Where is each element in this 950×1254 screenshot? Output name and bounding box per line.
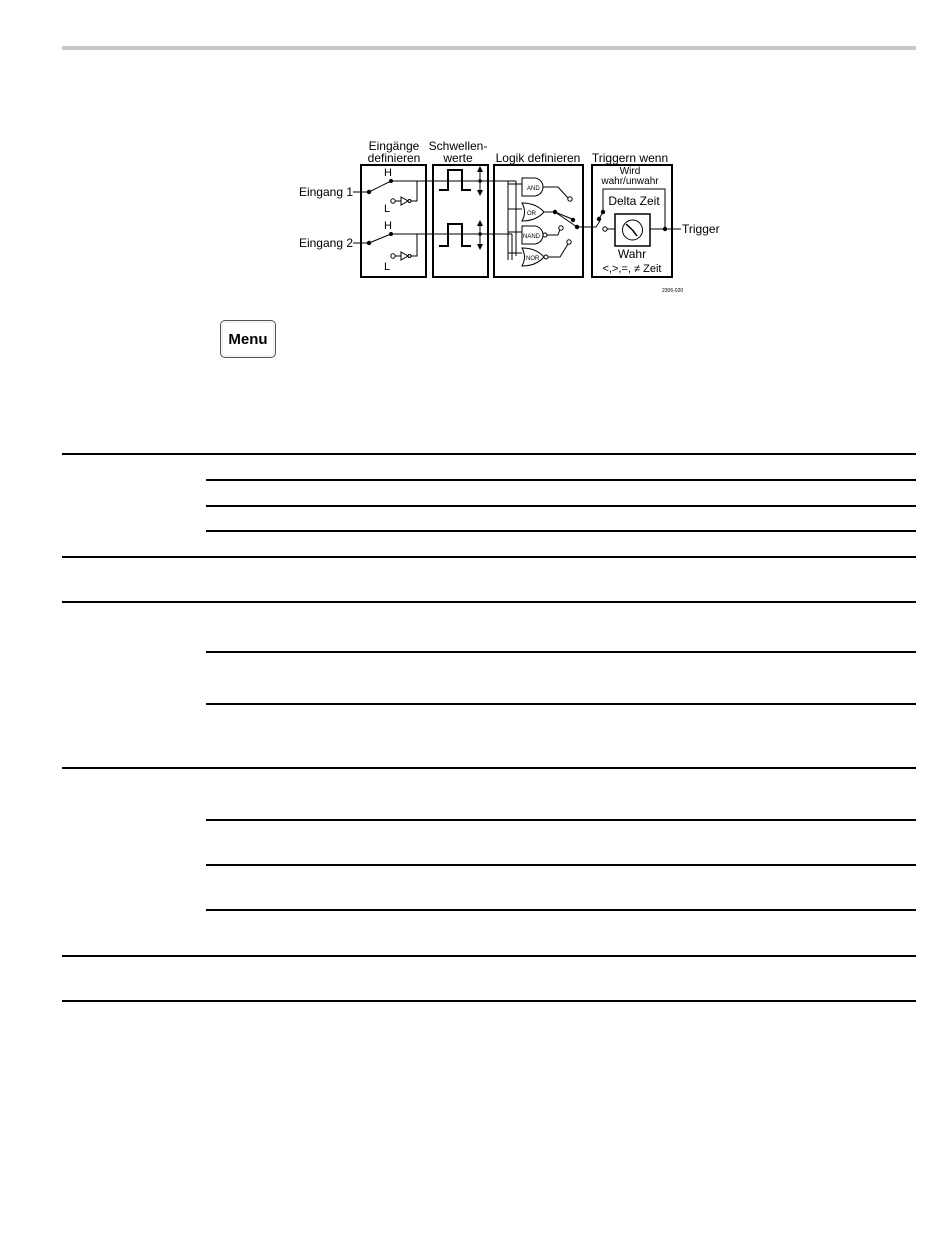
gate-label-or: OR — [527, 211, 536, 217]
figure-id: 2306-020 — [662, 288, 684, 294]
table-subrule — [206, 651, 916, 653]
gate-label-nand: NAND — [523, 234, 541, 240]
delta-time-label: Delta Zeit — [608, 194, 660, 208]
header-logic: Logik definieren — [495, 151, 581, 165]
gate-label-nor: NOR — [526, 256, 540, 262]
table-subrule — [206, 479, 916, 481]
table-rule — [62, 955, 916, 957]
table-rule — [62, 1000, 916, 1002]
header-trigger-when: Triggern wenn — [591, 151, 669, 165]
ch2-low-label: L — [384, 261, 391, 273]
table-subrule — [206, 864, 916, 866]
table-rule — [62, 556, 916, 558]
table-subrule — [206, 505, 916, 507]
table-subrule — [206, 703, 916, 705]
ch1-low-label: L — [384, 203, 391, 215]
table-rule — [62, 601, 916, 603]
ch2-high-label: H — [384, 220, 392, 232]
table-subrule — [206, 530, 916, 532]
page-header-rule — [62, 46, 916, 50]
menu-button[interactable]: Menu — [220, 320, 276, 358]
table-subrule — [206, 909, 916, 911]
table-rule — [62, 453, 916, 455]
clock-icon — [623, 220, 643, 240]
gate-label-and: AND — [527, 186, 540, 192]
true-label: Wahr — [617, 247, 647, 261]
becomes-line2: wahr/unwahr — [601, 176, 659, 187]
header-inputs-line2: definieren — [367, 151, 421, 165]
trigger-output-label: Trigger — [682, 222, 720, 236]
time-condition-label: <,>,=, ≠ Zeit — [602, 263, 662, 275]
table-subrule — [206, 819, 916, 821]
header-inputs-line1: Eingänge — [368, 140, 420, 153]
header-threshold-line1: Schwellen- — [428, 140, 488, 153]
inputs-box — [361, 165, 426, 277]
input1-label: Eingang 1 — [298, 185, 353, 199]
input2-label: Eingang 2 — [298, 236, 353, 250]
becomes-line1: Wird — [619, 166, 641, 177]
table-rule — [62, 767, 916, 769]
ch1-high-label: H — [384, 167, 392, 179]
logic-trigger-diagram — [296, 140, 726, 300]
header-threshold-line2: werte — [443, 151, 473, 165]
